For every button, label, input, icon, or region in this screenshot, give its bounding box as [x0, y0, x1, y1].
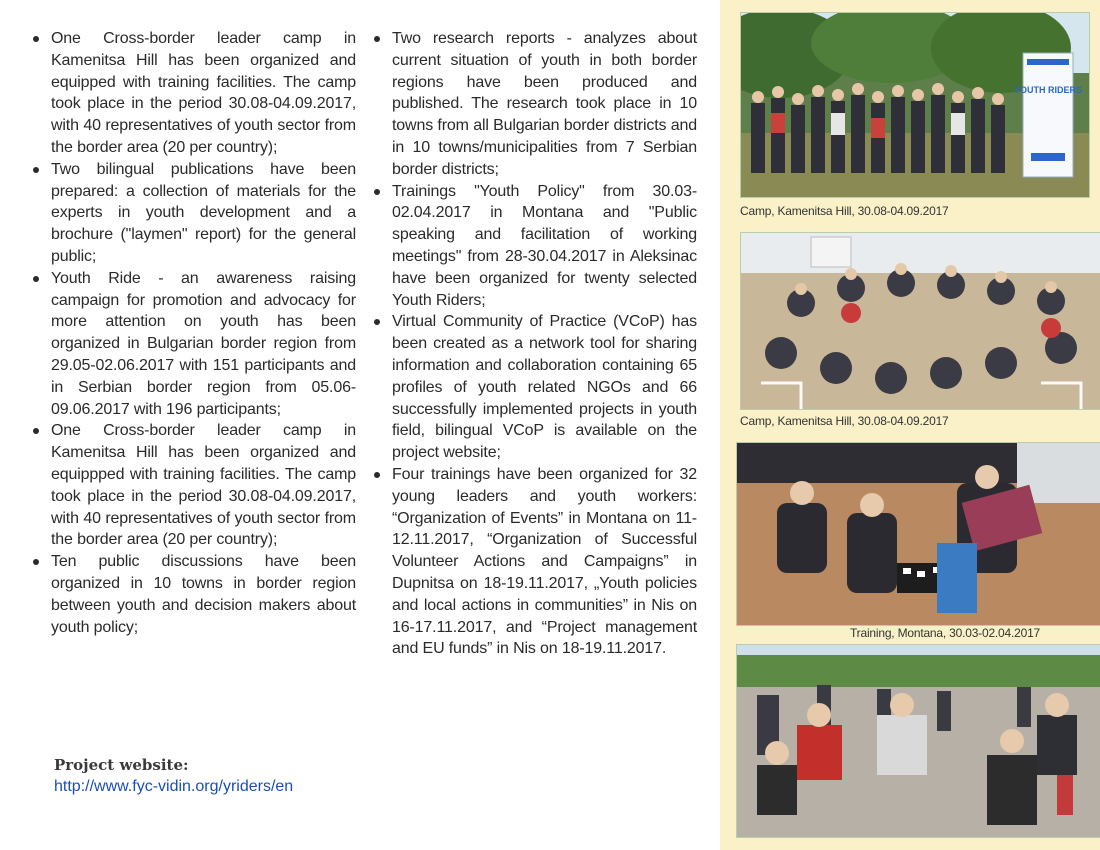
- photo-caption: Camp, Kamenitsa Hill, 30.08-04.09.2017: [740, 204, 949, 218]
- left-bullet-list: [30, 28, 356, 638]
- photo-panel: [720, 0, 1100, 850]
- photo-camp-circle: [740, 232, 1100, 410]
- list-item: One Cross-border leader camp in Kamenitsa Hill has been organized and equippped with training facilities. The camp took place in the period 30.08-04.09.2017, with 40 representatives of youth sector from the border area (20 per country);: [30, 420, 356, 551]
- photo-camp-group: [740, 12, 1090, 198]
- list-item: Virtual Community of Practice (VCoP) has been created as a network tool for sharing information and collaboration containing 65 profiles of youth related NGOs and 66 successfully implemented projects in youth field, bilingual VCoP is available on the project website;: [371, 311, 697, 464]
- list-item: Youth Ride - an awareness raising campaign for promotion and advocacy for more attention on youth has been organized in Bulgarian border region from 29.05-02.06.2017 with 151 participants and in Serbian border region from 05.06-09.06.2017 with 196 participants;: [30, 268, 356, 421]
- list-item: Two bilingual publications have been prepared: a collection of materials for the experts in youth development and a brochure ("laymen" report) for the general public;: [30, 159, 356, 268]
- list-item: Trainings "Youth Policy" from 30.03-02.04.2017 in Montana and "Public speaking and facilitation of working meetings" from 28-30.04.2017 in Aleksinac have been organized for twenty selected Youth Riders;: [371, 181, 697, 312]
- list-item: Ten public discussions have been organized in 10 towns in border region between youth and decision makers about youth policy;: [30, 551, 356, 638]
- banner-text: YOUTH RIDERS: [1013, 85, 1083, 95]
- list-item: One Cross-border leader camp in Kamenitsa Hill has been organized and equipped with training facilities. The camp took place in the period 30.08-04.09.2017, with 40 representatives of youth sector from the border area (20 per country);: [30, 28, 356, 159]
- project-website: [54, 754, 374, 798]
- photo-caption: Camp, Kamenitsa Hill, 30.08-04.09.2017: [740, 414, 949, 428]
- list-item: Two research reports - analyzes about current situation of youth in both border regions have been produced and published. The research took place in 10 towns from all Bulgarian border districts and in 10 towns/municipalities from 7 Serbian border districts;: [371, 28, 697, 181]
- website-label: Project website:: [54, 756, 189, 774]
- website-link[interactable]: http://www.fyc-vidin.org/yriders/en: [54, 778, 294, 795]
- middle-column: [371, 28, 697, 660]
- list-item: Four trainings have been organized for 32 young leaders and youth workers: “Organization of Events” in Montana on 11-12.11.2017, “Organization of Successful Volunteer Actions and Campaigns” in Dupnitsa on 18-19.11.2017, „Youth policies and local actions in communities” in Nis on 16-17.11.2017, and “Project management and EU funds” in Nis on 18-19.11.2017.: [371, 464, 697, 660]
- middle-bullet-list: [371, 28, 697, 660]
- photo-caption: Training, Montana, 30.03-02.04.2017: [850, 626, 1041, 640]
- left-column: [30, 28, 356, 638]
- photo-outdoor-game: [736, 644, 1100, 838]
- photo-training: [736, 442, 1100, 626]
